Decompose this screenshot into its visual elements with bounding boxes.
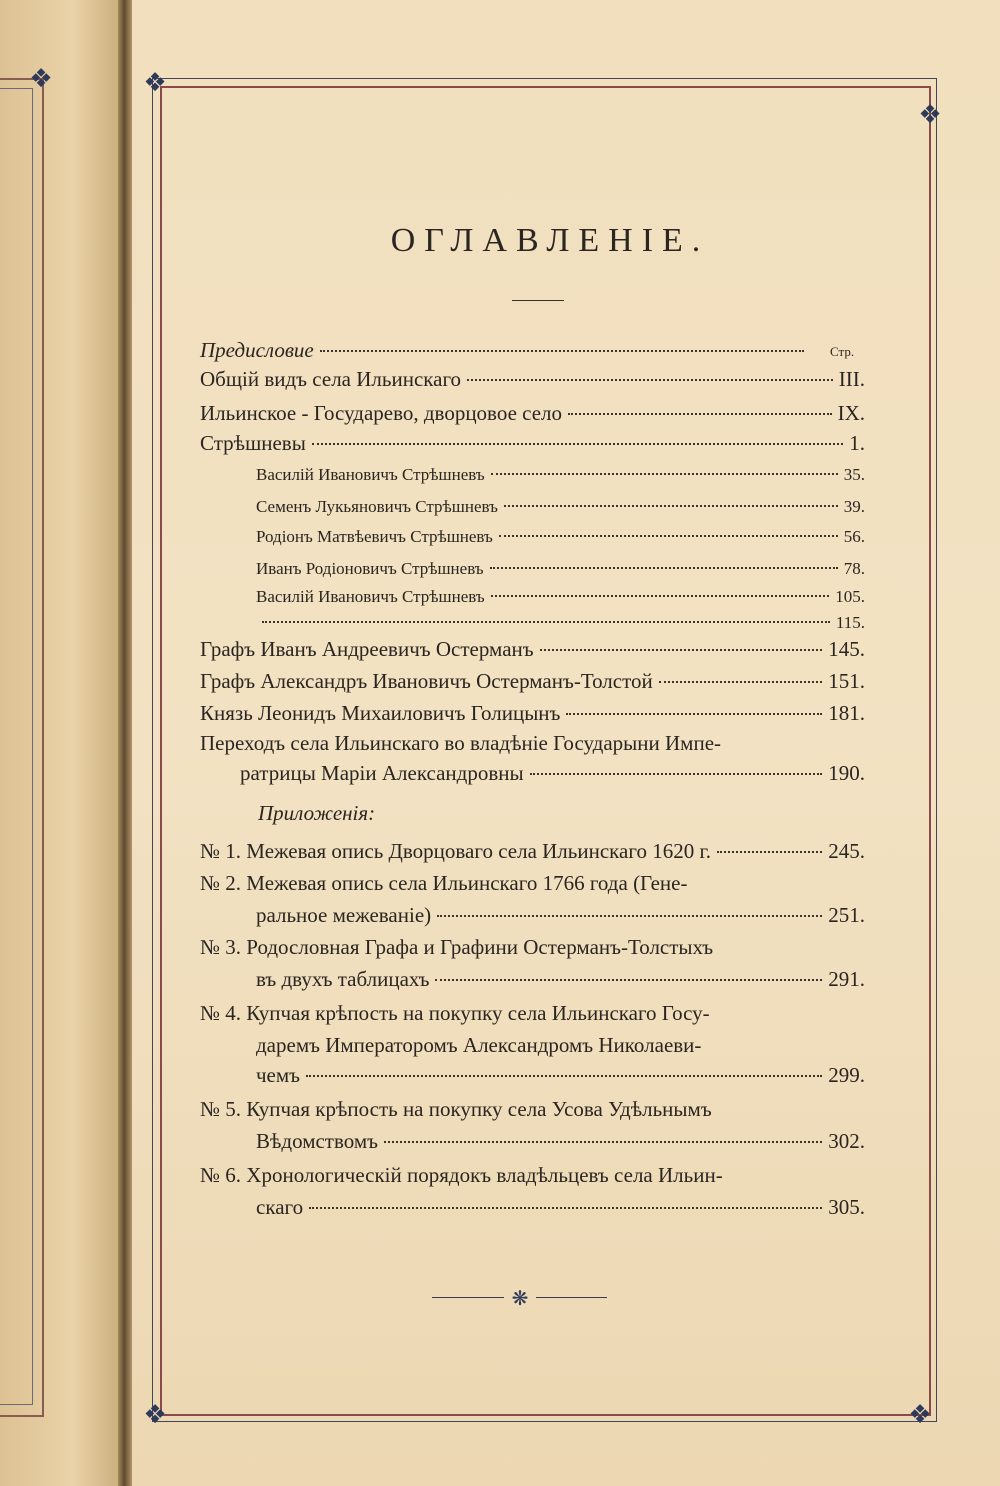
appendix-entry-line: № 2. Межевая опись села Ильинскаго 1766 года (Гене- bbox=[200, 871, 688, 895]
toc-entry: Василiй Ивановичъ Стрѣшневъ 105. bbox=[256, 587, 865, 606]
toc-entry: Василiй Ивановичъ Стрѣшневъ 35. bbox=[256, 465, 865, 484]
flourish-icon: ❋ bbox=[511, 1286, 529, 1310]
appendix-entry-line: № 4. Купчая крѣпость на покупку села Ильинскаго Госу- bbox=[200, 1001, 710, 1025]
toc-entry: Князь Леонидъ Михаиловичъ Голицынъ 181. bbox=[200, 701, 865, 725]
corner-ornament-icon: ❖ bbox=[918, 100, 942, 130]
appendix-entry: скаго 305. bbox=[256, 1195, 865, 1219]
corner-ornament-icon: ❖ bbox=[143, 68, 167, 98]
appendix-entry-line: № 3. Родословная Графа и Графини Остерманъ-Толстыхъ bbox=[200, 935, 714, 959]
appendix-entry: въ двухъ таблицахъ 291. bbox=[256, 967, 865, 991]
toc-entry: Иванъ Родiоновичъ Стрѣшневъ 78. bbox=[256, 559, 865, 578]
toc-entry: Родiонъ Матвѣевичъ Стрѣшневъ 56. bbox=[256, 527, 865, 546]
appendix-entry: чемъ 299. bbox=[256, 1063, 865, 1087]
page-column-label: Стр. bbox=[830, 344, 855, 359]
appendix-heading: Приложенiя: bbox=[258, 801, 376, 825]
corner-ornament-icon: ❖ bbox=[908, 1400, 932, 1430]
toc-entry: Предисловие bbox=[200, 337, 810, 363]
appendix-entry: ральное межеванiе) 251. bbox=[256, 903, 865, 927]
toc-entry: Графъ Александръ Ивановичъ Остерманъ-Толстой 151. bbox=[200, 669, 865, 693]
toc-entry: Семенъ Лукьяновичъ Стрѣшневъ 39. bbox=[256, 497, 865, 516]
page-title: ОГЛАВЛЕНIЕ. bbox=[390, 222, 710, 259]
toc-entry: Общiй видъ села Ильинскаго III. bbox=[200, 367, 865, 391]
appendix-entry-line: № 5. Купчая крѣпость на покупку села Усова Удѣльнымъ bbox=[200, 1097, 712, 1121]
appendix-entry: Вѣдомствомъ 302. bbox=[256, 1129, 865, 1153]
appendix-entry-line: № 6. Хронологическiй порядокъ владѣльцевъ села Ильин- bbox=[200, 1163, 723, 1187]
end-ornament bbox=[432, 1286, 607, 1310]
facing-corner-ornament-icon: ❖ bbox=[29, 64, 53, 94]
appendix-entry-line: даремъ Императоромъ Александромъ Николаеви- bbox=[256, 1033, 702, 1057]
toc-entry: Стрѣшневы 1. bbox=[200, 431, 865, 455]
toc-entry: Ильинское - Государево, дворцовое село IX. bbox=[200, 401, 865, 425]
appendix-entry: № 1. Межевая опись Дворцоваго села Ильинскаго 1620 г. 245. bbox=[200, 839, 865, 863]
toc-entry-line: Переходъ села Ильинскаго во владѣнiе Государыни Импе- bbox=[200, 731, 722, 755]
toc-entry: ратрицы Марiи Александровны 190. bbox=[240, 761, 865, 785]
toc-entry: Графъ Иванъ Андреевичъ Остерманъ 145. bbox=[200, 637, 865, 661]
toc-entry: 115. bbox=[256, 610, 865, 636]
corner-ornament-icon: ❖ bbox=[143, 1400, 167, 1430]
